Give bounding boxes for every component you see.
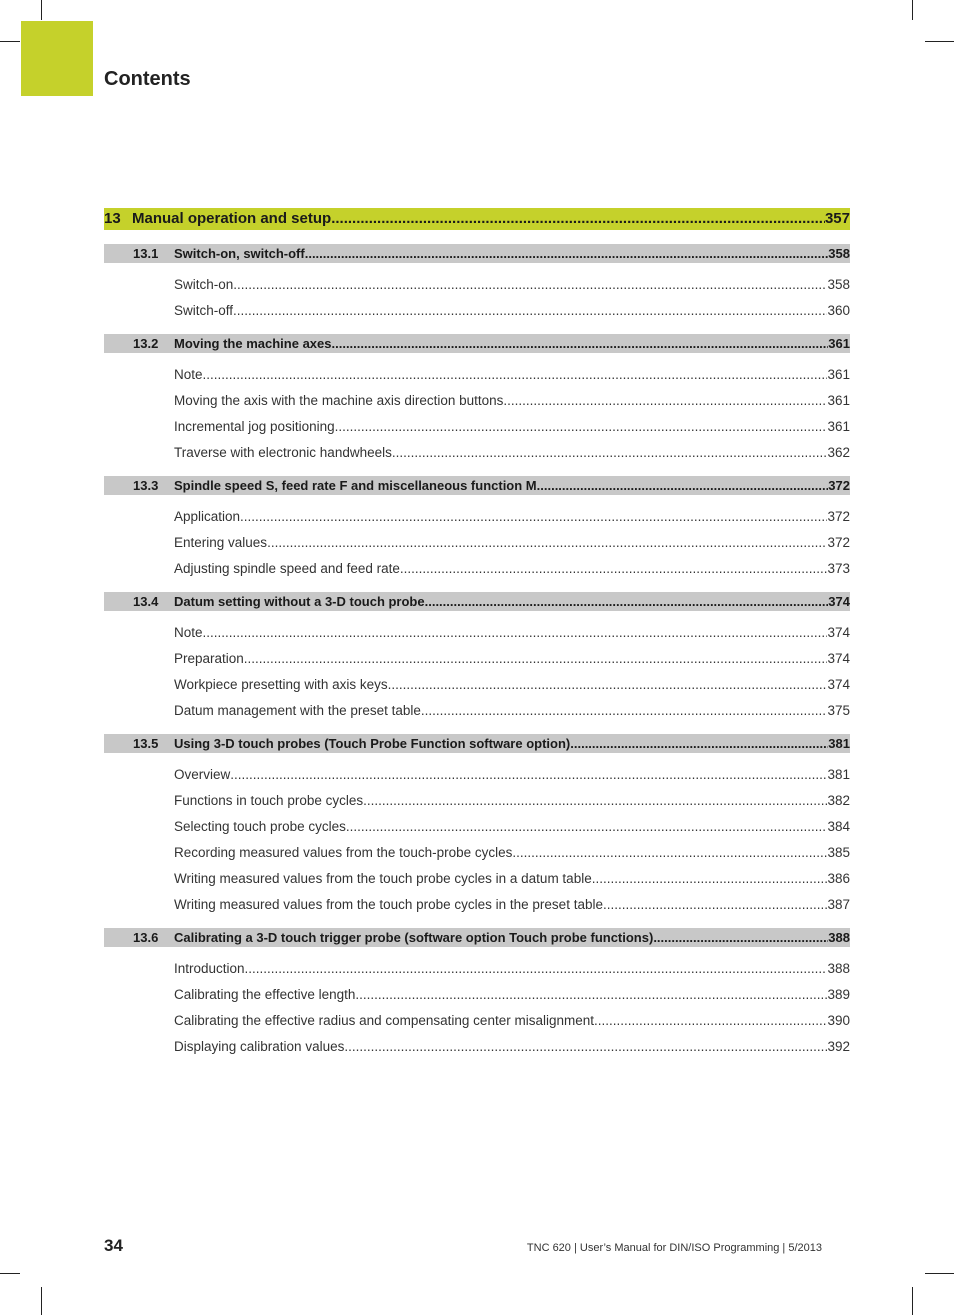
leader-dots bbox=[570, 734, 828, 753]
entry-page: 386 bbox=[827, 871, 850, 886]
toc-entry-list bbox=[104, 611, 850, 734]
leader-dots bbox=[346, 814, 828, 840]
section-title: Calibrating a 3-D touch trigger probe (software option Touch probe functions) bbox=[174, 930, 654, 945]
crop-mark bbox=[925, 1273, 954, 1274]
toc-entry-row[interactable] bbox=[174, 388, 850, 414]
section-title: Moving the machine axes bbox=[174, 336, 332, 351]
toc-section-row[interactable] bbox=[104, 476, 850, 495]
leader-dots bbox=[392, 440, 828, 466]
entry-title: Traverse with electronic handwheels bbox=[174, 445, 392, 460]
section-number: 13.6 bbox=[133, 930, 159, 945]
leader-dots bbox=[503, 388, 827, 414]
toc-chapter-row[interactable] bbox=[104, 208, 850, 230]
entry-title: Overview bbox=[174, 767, 231, 782]
leader-dots bbox=[331, 208, 825, 230]
entry-page: 384 bbox=[827, 819, 850, 834]
section-page: 372 bbox=[828, 478, 850, 493]
crop-mark bbox=[41, 0, 42, 20]
entry-page: 381 bbox=[827, 767, 850, 782]
leader-dots bbox=[653, 928, 828, 947]
section-page: 381 bbox=[828, 736, 850, 751]
leader-dots bbox=[233, 298, 827, 324]
entry-page: 362 bbox=[827, 445, 850, 460]
entry-title: Displaying calibration values bbox=[174, 1039, 345, 1054]
toc-entry-row[interactable] bbox=[174, 620, 850, 646]
entry-page: 374 bbox=[827, 625, 850, 640]
entry-page: 374 bbox=[827, 677, 850, 692]
leader-dots bbox=[203, 620, 828, 646]
leader-dots bbox=[335, 414, 828, 440]
leader-dots bbox=[203, 362, 828, 388]
leader-dots bbox=[363, 788, 827, 814]
toc-section-row[interactable] bbox=[104, 334, 850, 353]
page-title: Contents bbox=[104, 68, 191, 90]
entry-page: 387 bbox=[827, 897, 850, 912]
toc-entry-row[interactable] bbox=[174, 362, 850, 388]
entry-title: Selecting touch probe cycles bbox=[174, 819, 346, 834]
entry-title: Calibrating the effective radius and compensating center misalignment bbox=[174, 1013, 594, 1028]
leader-dots bbox=[240, 504, 827, 530]
toc-entry-row[interactable] bbox=[174, 298, 850, 324]
toc-entry-row[interactable] bbox=[174, 840, 850, 866]
section-page: 361 bbox=[828, 336, 850, 351]
toc-entry-row[interactable] bbox=[174, 1034, 850, 1060]
entry-title: Application bbox=[174, 509, 241, 524]
leader-dots bbox=[355, 982, 827, 1008]
leader-dots bbox=[230, 762, 827, 788]
entry-page: 373 bbox=[827, 561, 850, 576]
toc-entry-row[interactable] bbox=[174, 530, 850, 556]
toc-section-row[interactable] bbox=[104, 592, 850, 611]
section-number: 13.2 bbox=[133, 336, 159, 351]
leader-dots bbox=[592, 866, 828, 892]
toc-entry-list bbox=[104, 495, 850, 592]
chapter-title: Manual operation and setup bbox=[132, 210, 332, 227]
crop-mark bbox=[912, 1287, 913, 1315]
leader-dots bbox=[594, 1008, 827, 1034]
crop-mark bbox=[0, 1273, 20, 1274]
section-number: 13.3 bbox=[133, 478, 159, 493]
entry-page: 385 bbox=[827, 845, 850, 860]
section-title: Spindle speed S, feed rate F and miscellaneous function M bbox=[174, 478, 537, 493]
leader-dots bbox=[233, 272, 827, 298]
section-title: Switch-on, switch-off bbox=[174, 246, 305, 261]
toc-sections bbox=[104, 244, 850, 1070]
entry-page: 388 bbox=[827, 961, 850, 976]
leader-dots bbox=[305, 244, 829, 263]
toc-entry-row[interactable] bbox=[174, 414, 850, 440]
toc-entry-list bbox=[104, 263, 850, 334]
crop-mark bbox=[925, 41, 954, 42]
leader-dots bbox=[332, 334, 829, 353]
entry-page: 382 bbox=[827, 793, 850, 808]
toc-entry-list bbox=[104, 353, 850, 476]
leader-dots bbox=[421, 698, 828, 724]
toc-entry-row[interactable] bbox=[174, 956, 850, 982]
page-number: 34 bbox=[104, 1236, 123, 1255]
entry-title: Recording measured values from the touch-probe cycles bbox=[174, 845, 513, 860]
leader-dots bbox=[400, 556, 828, 582]
entry-page: 392 bbox=[827, 1039, 850, 1054]
footer-text: TNC 620 | User’s Manual for DIN/ISO Programming | 5/2013 bbox=[526, 1242, 822, 1254]
crop-mark bbox=[0, 41, 20, 42]
entry-page: 360 bbox=[827, 303, 850, 318]
section-number: 13.4 bbox=[133, 594, 159, 609]
toc-entry-row[interactable] bbox=[174, 1008, 850, 1034]
leader-dots bbox=[245, 956, 828, 982]
entry-title: Introduction bbox=[174, 961, 245, 976]
entry-page: 390 bbox=[827, 1013, 850, 1028]
entry-title: Switch-off bbox=[174, 303, 234, 318]
toc-entry-row[interactable] bbox=[174, 672, 850, 698]
toc-entry-row[interactable] bbox=[174, 814, 850, 840]
section-page: 388 bbox=[828, 930, 850, 945]
entry-title: Writing measured values from the touch probe cycles in a datum table bbox=[174, 871, 592, 886]
toc-entry-row[interactable] bbox=[174, 982, 850, 1008]
section-number: 13.5 bbox=[133, 736, 159, 751]
entry-title: Preparation bbox=[174, 651, 244, 666]
section-page: 358 bbox=[828, 246, 850, 261]
crop-mark bbox=[41, 1287, 42, 1315]
entry-page: 375 bbox=[827, 703, 850, 718]
entry-title: Adjusting spindle speed and feed rate bbox=[174, 561, 400, 576]
toc-entry-row[interactable] bbox=[174, 272, 850, 298]
leader-dots bbox=[344, 1034, 827, 1060]
entry-title: Note bbox=[174, 367, 203, 382]
entry-title: Incremental jog positioning bbox=[174, 419, 335, 434]
entry-title: Workpiece presetting with axis keys bbox=[174, 677, 388, 692]
entry-title: Writing measured values from the touch probe cycles in the preset table bbox=[174, 897, 603, 912]
leader-dots bbox=[388, 672, 828, 698]
entry-page: 372 bbox=[827, 509, 850, 524]
section-page: 374 bbox=[828, 594, 850, 609]
leader-dots bbox=[603, 892, 828, 918]
toc-entry-list bbox=[104, 947, 850, 1070]
section-number: 13.1 bbox=[133, 246, 159, 261]
toc-entry-row[interactable] bbox=[174, 440, 850, 466]
leader-dots bbox=[537, 476, 829, 495]
toc-entry-row[interactable] bbox=[174, 646, 850, 672]
entry-page: 361 bbox=[827, 419, 850, 434]
leader-dots bbox=[512, 840, 827, 866]
leader-dots bbox=[267, 530, 827, 556]
toc-section-row[interactable] bbox=[104, 928, 850, 947]
toc-entry-row[interactable] bbox=[174, 698, 850, 724]
entry-page: 358 bbox=[827, 277, 850, 292]
header-accent-block bbox=[21, 21, 93, 96]
entry-page: 389 bbox=[827, 987, 850, 1002]
entry-page: 361 bbox=[827, 367, 850, 382]
toc-entry-list bbox=[104, 753, 850, 928]
section-title: Using 3-D touch probes (Touch Probe Function software option) bbox=[174, 736, 571, 751]
toc-entry-row[interactable] bbox=[174, 866, 850, 892]
toc-section-row[interactable] bbox=[104, 734, 850, 753]
entry-title: Note bbox=[174, 625, 203, 640]
entry-page: 372 bbox=[827, 535, 850, 550]
toc-entry-row[interactable] bbox=[174, 556, 850, 582]
toc-entry-row[interactable] bbox=[174, 762, 850, 788]
toc-entry-row[interactable] bbox=[174, 504, 850, 530]
entry-title: Calibrating the effective length bbox=[174, 987, 356, 1002]
crop-mark bbox=[912, 0, 913, 20]
leader-dots bbox=[244, 646, 828, 672]
chapter-page: 357 bbox=[824, 210, 850, 227]
entry-page: 361 bbox=[827, 393, 850, 408]
entry-page: 374 bbox=[827, 651, 850, 666]
entry-title: Datum management with the preset table bbox=[174, 703, 421, 718]
section-title: Datum setting without a 3-D touch probe bbox=[174, 594, 425, 609]
toc-section-row[interactable] bbox=[104, 244, 850, 263]
leader-dots bbox=[425, 592, 829, 611]
toc-entry-row[interactable] bbox=[174, 788, 850, 814]
toc-entry-row[interactable] bbox=[174, 892, 850, 918]
entry-title: Moving the axis with the machine axis direction buttons bbox=[174, 393, 504, 408]
entry-title: Entering values bbox=[174, 535, 268, 550]
entry-title: Switch-on bbox=[174, 277, 234, 292]
chapter-number: 13 bbox=[104, 210, 121, 227]
entry-title: Functions in touch probe cycles bbox=[174, 793, 364, 808]
table-of-contents bbox=[104, 208, 850, 1070]
